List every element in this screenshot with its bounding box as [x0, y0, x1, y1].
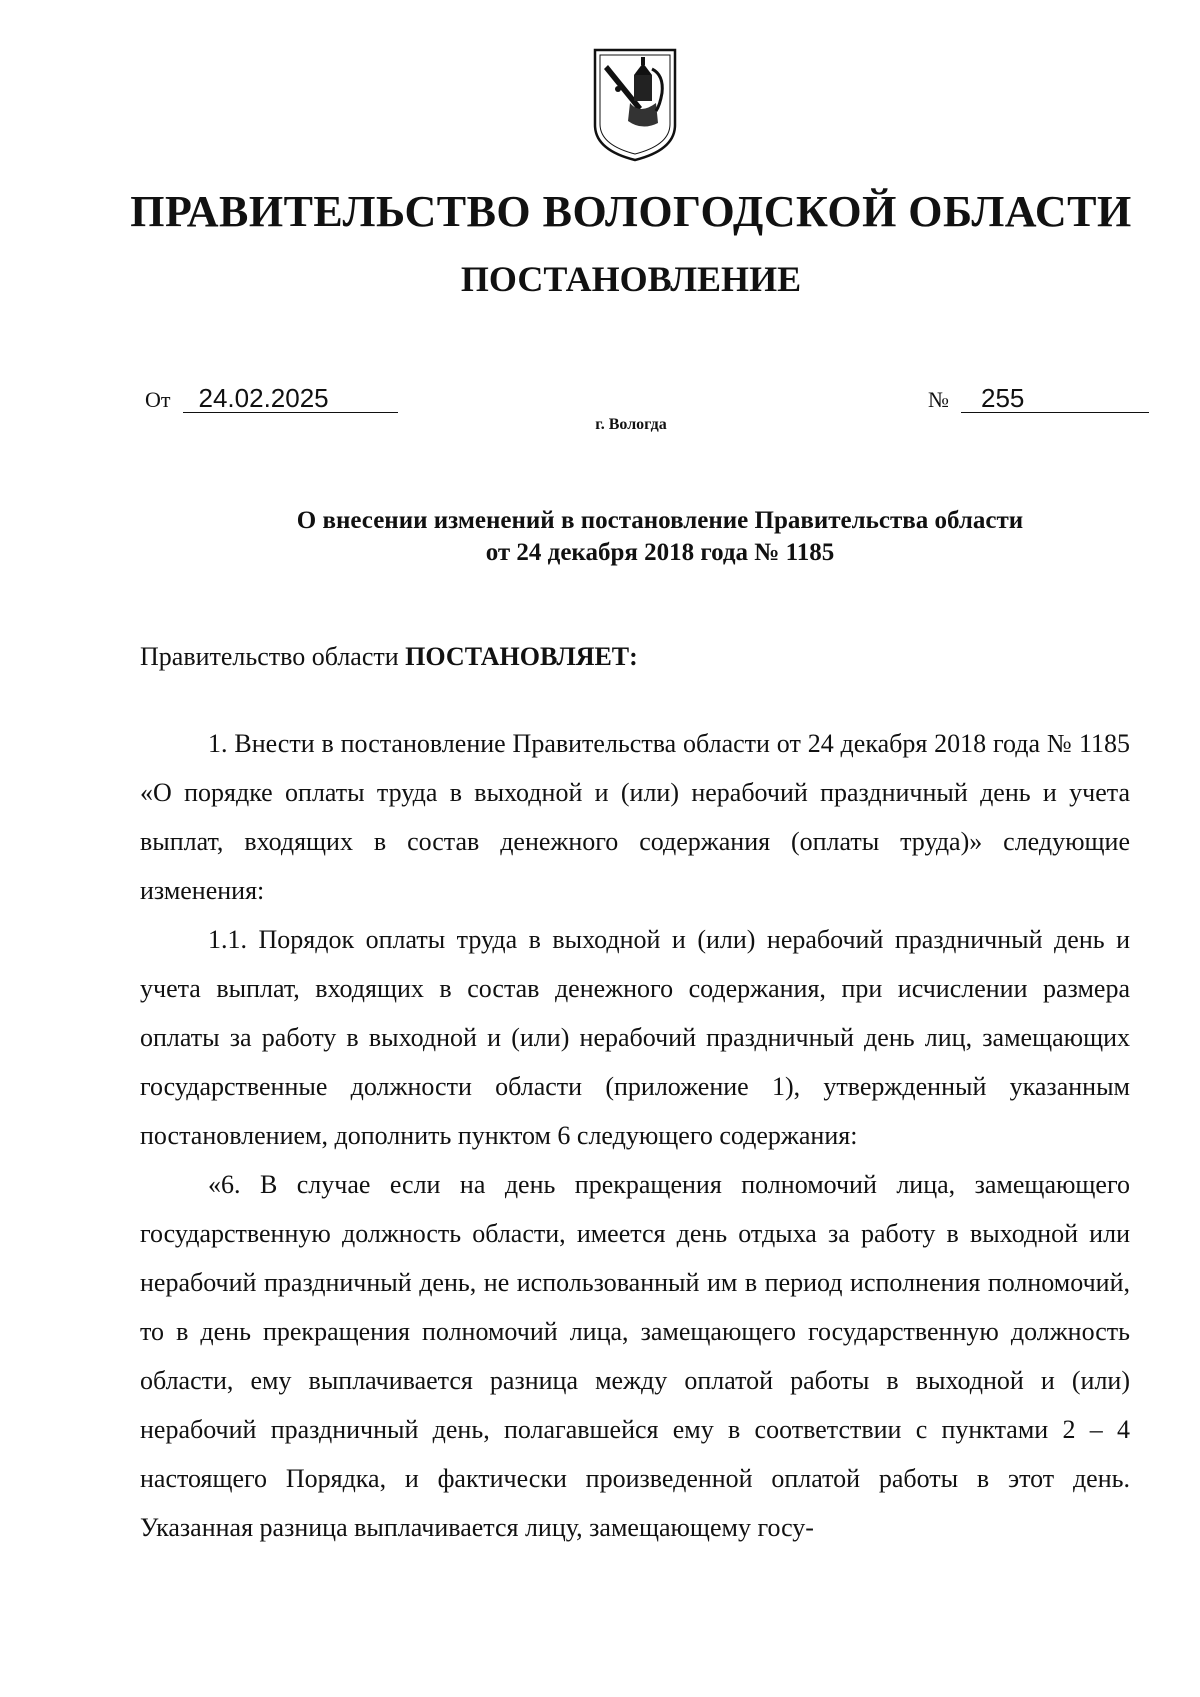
- preamble-resolves: ПОСТАНОВЛЯЕТ:: [405, 642, 638, 671]
- document-number: [928, 384, 1149, 413]
- paragraph-1: 1. Внести в постановление Правительства области от 24 декабря 2018 года № 1185 «О порядке оплаты труда в выходной и (или) нерабочий праздничный день и учета выплат, входящих в состав денежного содержания (оплаты труда)» следующие изменения:: [140, 729, 1130, 905]
- number-label: №: [928, 387, 949, 412]
- preamble-text: Правительство области: [140, 642, 406, 671]
- document-date: [145, 384, 398, 413]
- coat-of-arms-icon: [590, 45, 680, 165]
- document-subject: [180, 505, 1140, 569]
- paragraph-6-quote: «6. В случае если на день прекращения полномочий лица, замещающего государственную должность области, имеется день отдыха за работу в выходной или нерабочий праздничный день, не использованный им в период исполнения полномочий, то в день прекращения полномочий лица, замещающего государственную должность области, ему выплачивается разница между оплатой работы в выходной и (или) нерабочий праздничный день, полагавшейся ему в соответствии с пунктами 2 – 4 настоящего Порядка, и фактически произведенной оплатой работы в этот день. Указанная разница выплачивается лицу, замещающему госу-: [140, 1170, 1130, 1542]
- document-body: [140, 632, 1130, 1552]
- city: г. Вологда: [595, 416, 667, 433]
- government-title: ПРАВИТЕЛЬСТВО ВОЛОГОДСКОЙ ОБЛАСТИ: [130, 187, 1132, 236]
- preamble: [140, 632, 1130, 681]
- paragraph-1-1: 1.1. Порядок оплаты труда в выходной и (или) нерабочий праздничный день и учета выплат, входящих в состав денежного содержания, при исчислении размера оплаты за работу в выходной и (или) нерабочий праздничный день лиц, замещающих государственные должности области (приложение 1), утвержденный указанным постановлением, дополнить пунктом 6 следующего содержания:: [140, 925, 1130, 1150]
- document-type: ПОСТАНОВЛЕНИЕ: [460, 259, 802, 299]
- date-value: 24.02.2025: [183, 384, 398, 413]
- date-label: От: [145, 387, 171, 412]
- number-value: 255: [961, 384, 1149, 413]
- subject-line-2: от 24 декабря 2018 года № 1185: [485, 539, 835, 566]
- subject-line-1: О внесении изменений в постановление Правительства области: [296, 507, 1024, 534]
